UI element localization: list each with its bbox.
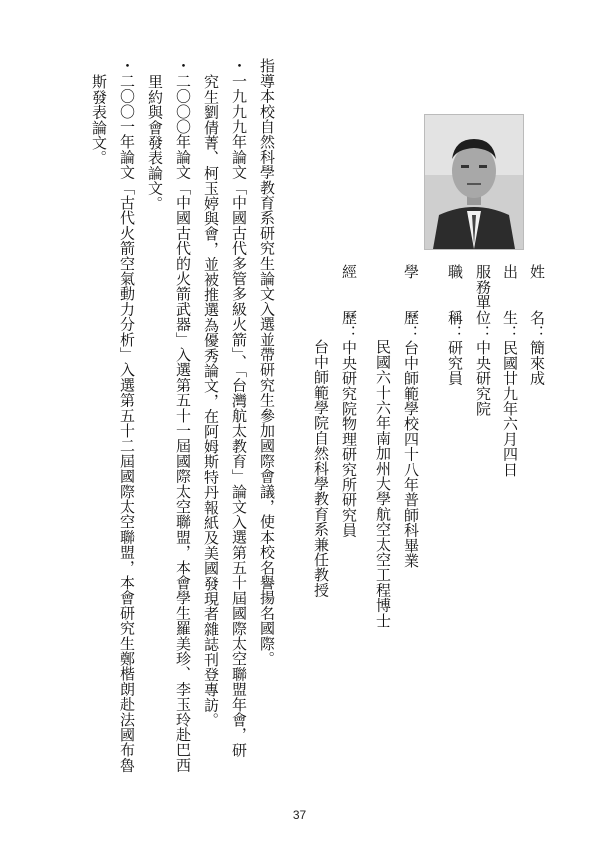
portrait-photo [424,114,524,250]
education-line-2: 民國六十六年南加州大學航空太空工程博士 [374,339,392,628]
portrait-image [425,115,523,249]
work-unit-line: 服務單位：中央研究院 [474,264,492,416]
born-line: 出 生：民國廿九年六月四日 [501,264,519,477]
experience-line-2: 台中師範學院自然科學教育系兼任教授 [312,339,330,598]
name-line: 姓 名：簡來成 [528,264,546,386]
body-column-7: 斯發表論文。 [90,74,108,166]
education-line-1: 學 歷：台中師範學校四十八年普師科畢業 [402,264,420,568]
body-column-4: ・二〇〇〇年論文「中國古代的火箭武器」入選第五十一屆國際太空聯盟，本會學生羅美珍、李玉玲赴巴西 [174,58,192,773]
body-column-6: ・二〇〇一年論文「古代火箭空氣動力分析」入選第五十二屆國際太空聯盟，本會研究生鄭楷朗赴法國布魯 [118,58,136,773]
job-title-line: 職 稱：研究員 [446,264,464,386]
body-column-2: ・一九九九年論文「中國古代多管多級火箭」、「台灣航太教育」論文入選第五十屆國際太空聯盟年會，研 [230,58,248,758]
experience-line-1: 經 歷：中央研究院物理研究所研究員 [340,264,358,538]
body-column-3: 究生劉倩菁、柯玉婷與會，並被推選為優秀論文，在阿姆斯特丹報紙及美國發現者雜誌刊登專訪。 [202,74,220,728]
page-number: 37 [292,808,307,822]
body-column-1: 指導本校自然科學教育系研究生論文入選並帶研究生參加國際會議，使本校名譽揚名國際。 [258,58,276,666]
body-column-5: 里約與會發表論文。 [146,74,164,211]
